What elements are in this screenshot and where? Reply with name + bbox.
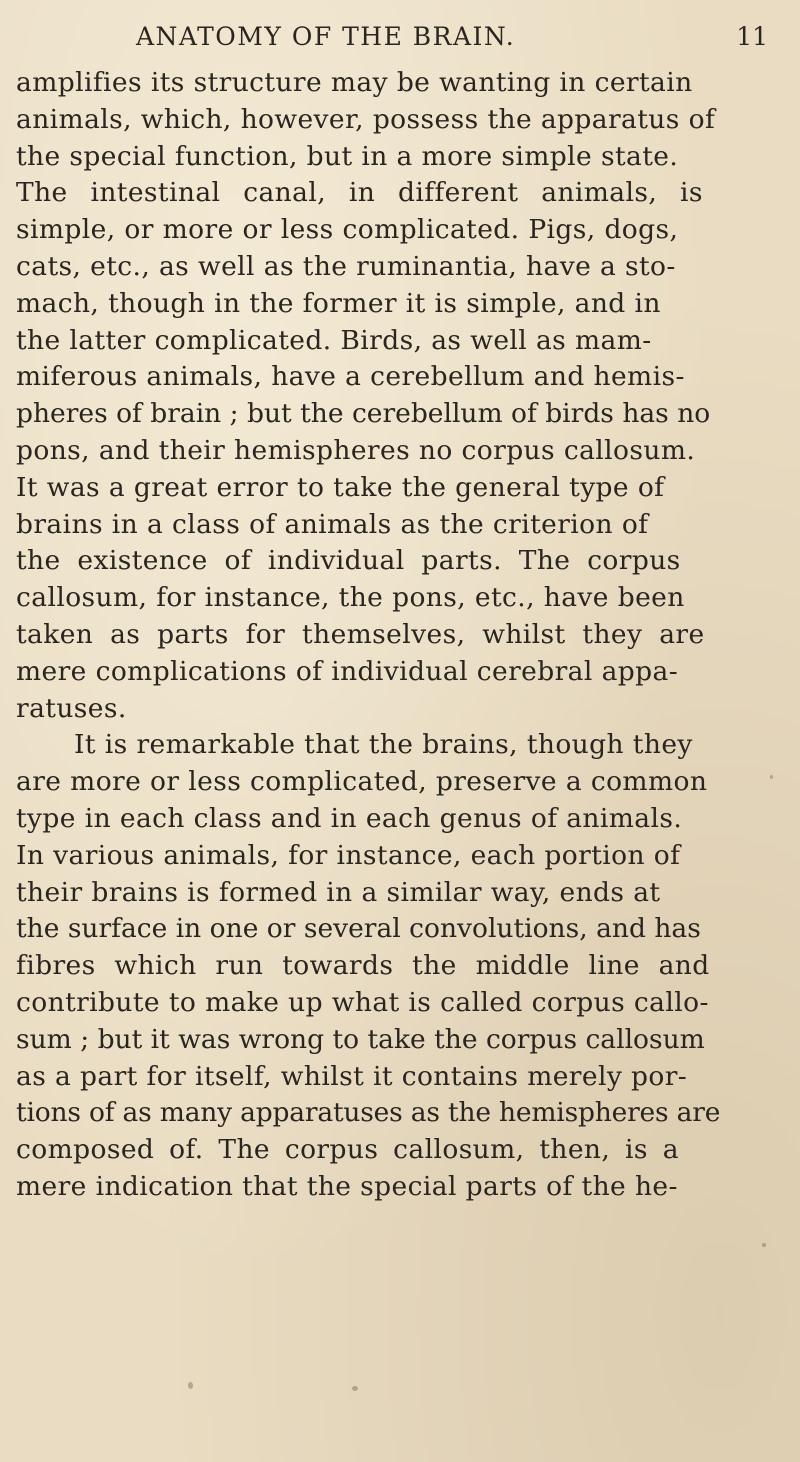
text-line: It was a great error to take the general type of (16, 471, 665, 503)
text-line: their brains is formed in a similar way, ends at (16, 876, 661, 908)
text-line: brains in a class of animals as the criterion of (16, 508, 649, 540)
page-number: 11 (736, 22, 768, 51)
text-line: cats, etc., as well as the ruminantia, have a sto- (16, 250, 676, 282)
page-header (136, 22, 786, 62)
text-line: mach, though in the former it is simple, and in (16, 287, 661, 319)
body-text (16, 65, 790, 1206)
paper-speck (188, 1382, 193, 1389)
text-line: ratuses. (16, 692, 127, 724)
text-line: mere indication that the special parts of the he- (16, 1170, 678, 1202)
text-line: miferous animals, have a cerebellum and hemis- (16, 361, 685, 393)
text-line: simple, or more or less complicated. Pigs, dogs, (16, 214, 679, 246)
text-line: are more or less complicated, preserve a common (16, 766, 708, 798)
text-line: sum ; but it was wrong to take the corpus callosum (16, 1023, 705, 1055)
text-line: the latter complicated. Birds, as well as mam- (16, 324, 652, 356)
paper-speck (762, 1243, 766, 1247)
text-line: The intestinal canal, in different animals, is (16, 177, 703, 209)
text-line: the special function, but in a more simple state. (16, 140, 679, 172)
running-head: ANATOMY OF THE BRAIN. (136, 22, 516, 51)
text-line: fibres which run towards the middle line and (16, 950, 710, 982)
text-line: tions of as many apparatuses as the hemispheres are (16, 1097, 721, 1129)
text-line: contribute to make up what is called corpus callo- (16, 986, 709, 1018)
text-line: mere complications of individual cerebral appa- (16, 655, 679, 687)
text-line: pons, and their hemispheres no corpus callosum. (16, 434, 696, 466)
text-line: as a part for itself, whilst it contains merely por- (16, 1060, 688, 1092)
paper-speck (770, 775, 773, 779)
text-line: taken as parts for themselves, whilst they are (16, 618, 705, 650)
paragraph-1 (16, 65, 790, 727)
text-line: In various animals, for instance, each portion of (16, 839, 681, 871)
text-line: It is remarkable that the brains, though they (74, 729, 693, 761)
text-line: animals, which, however, possess the apparatus of (16, 103, 716, 135)
text-line: composed of. The corpus callosum, then, is a (16, 1134, 679, 1166)
text-line: the existence of individual parts. The corpus (16, 545, 681, 577)
text-line: type in each class and in each genus of animals. (16, 802, 683, 834)
paper-speck (352, 1386, 358, 1391)
text-line: amplifies its structure may be wanting in certain (16, 67, 693, 98)
text-line: the surface in one or several convolutions, and has (16, 913, 701, 945)
paragraph-2 (16, 727, 790, 1205)
text-line: pheres of brain ; but the cerebellum of birds has no (16, 398, 711, 430)
text-line: callosum, for instance, the pons, etc., have been (16, 582, 685, 614)
